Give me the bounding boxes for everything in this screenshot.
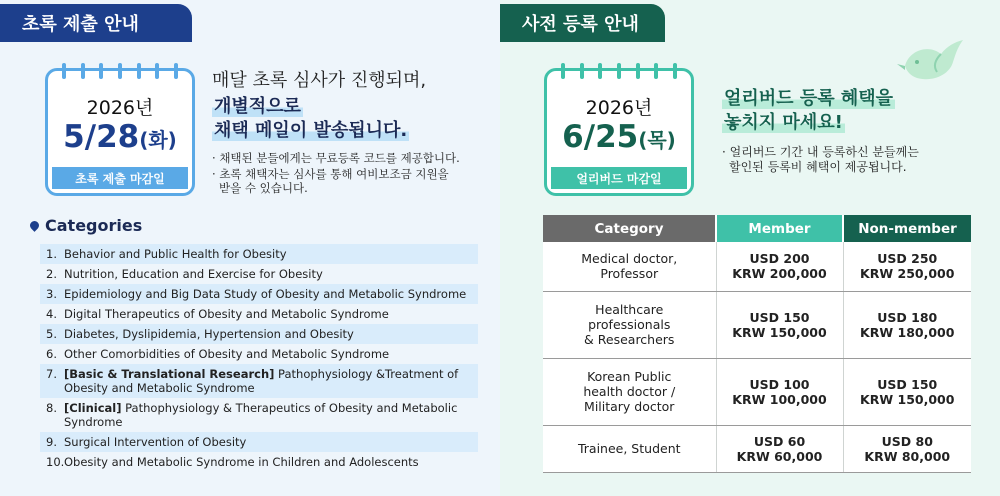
- row-non-member-fee: USD 180 KRW 180,000: [843, 291, 971, 358]
- bullet-travel-grant-cont: 받을 수 있습니다.: [219, 181, 308, 195]
- table-row: [543, 425, 971, 472]
- calendar-year: 2026년: [585, 97, 653, 119]
- bullet-free-code: · 채택된 분들에게는 무료등록 코드를 제공합니다.: [212, 151, 460, 165]
- early-bird-headline-1: 얼리버드 등록 혜택을: [724, 88, 894, 109]
- calendar-footer-label: 얼리버드 마감일: [551, 167, 687, 189]
- table-row: [543, 242, 971, 291]
- category-item: 2. Nutrition, Education and Exercise for Obesity: [46, 267, 323, 281]
- calendar-rings: [561, 63, 677, 79]
- row-member-fee: USD 60 KRW 60,000: [716, 425, 843, 472]
- bird-illustration-icon: [895, 36, 969, 88]
- row-non-member-fee: USD 150 KRW 150,000: [843, 358, 971, 425]
- category-item: 8. [Clinical] Pathophysiology & Therapeutics of Obesity and Metabolic Syndrome: [46, 401, 458, 429]
- bullet-travel-grant: · 초록 채택자는 심사를 통해 여비보조금 지원을: [212, 167, 449, 181]
- calendar-date: 6/25(목): [562, 119, 676, 155]
- row-category: Korean Public health doctor / Military doctor: [543, 358, 716, 425]
- early-bird-bullet: · 얼리버드 기간 내 등록하신 분들께는: [722, 145, 919, 159]
- calendar-year: 2026년: [86, 97, 154, 119]
- row-category: Healthcare professionals & Researchers: [543, 291, 716, 358]
- row-category: Medical doctor, Professor: [543, 242, 716, 291]
- category-item: 7. [Basic & Translational Research] Pathophysiology &Treatment of Obesity and Metabolic Syndrome: [40, 364, 478, 398]
- row-non-member-fee: USD 80 KRW 80,000: [843, 425, 971, 472]
- review-lead-text: 매달 초록 심사가 진행되며,: [212, 70, 427, 91]
- header-member: Member: [716, 215, 843, 242]
- pre-registration-tab: 사전 등록 안내: [500, 4, 665, 42]
- table-header-row: [543, 215, 971, 242]
- table-row: [543, 291, 971, 358]
- categories-list: [40, 244, 478, 472]
- category-item: 3. Epidemiology and Big Data Study of Obesity and Metabolic Syndrome: [40, 284, 478, 304]
- row-member-fee: USD 150 KRW 150,000: [716, 291, 843, 358]
- row-member-fee: USD 200 KRW 200,000: [716, 242, 843, 291]
- abstract-deadline-calendar: [45, 68, 195, 196]
- abstract-submission-tab: 초록 제출 안내: [0, 4, 192, 42]
- category-item: 4. Digital Therapeutics of Obesity and Metabolic Syndrome: [46, 307, 389, 321]
- highlight-line-1: 개별적으로: [214, 96, 301, 117]
- row-category: Trainee, Student: [543, 425, 716, 472]
- category-item: 6. Other Comorbidities of Obesity and Metabolic Syndrome: [46, 347, 390, 361]
- row-member-fee: USD 100 KRW 100,000: [716, 358, 843, 425]
- calendar-footer-label: 초록 제출 마감일: [52, 167, 188, 189]
- calendar-date: 5/28(화): [63, 119, 177, 155]
- row-non-member-fee: USD 250 KRW 250,000: [843, 242, 971, 291]
- categories-heading: Categories: [30, 216, 142, 235]
- registration-fee-table: [543, 215, 971, 473]
- highlight-line-2: 채택 메일이 발송됩니다.: [214, 120, 408, 141]
- calendar-rings: [62, 63, 178, 79]
- category-item: 1. Behavior and Public Health for Obesity: [40, 244, 478, 264]
- category-item: 10. Obesity and Metabolic Syndrome in Children and Adolescents: [46, 455, 419, 469]
- category-item: 9. Surgical Intervention of Obesity: [40, 432, 478, 452]
- table-row: [543, 358, 971, 425]
- header-non-member: Non-member: [843, 215, 971, 242]
- early-bird-headline-2: 놓치지 마세요!: [724, 112, 843, 133]
- early-bird-deadline-calendar: [544, 68, 694, 196]
- header-category: Category: [543, 215, 716, 242]
- early-bird-bullet-cont: 할인된 등록비 혜택이 제공됩니다.: [729, 160, 907, 174]
- bullet-leaf-icon: [28, 219, 41, 232]
- category-item: 5. Diabetes, Dyslipidemia, Hypertension and Obesity: [40, 324, 478, 344]
